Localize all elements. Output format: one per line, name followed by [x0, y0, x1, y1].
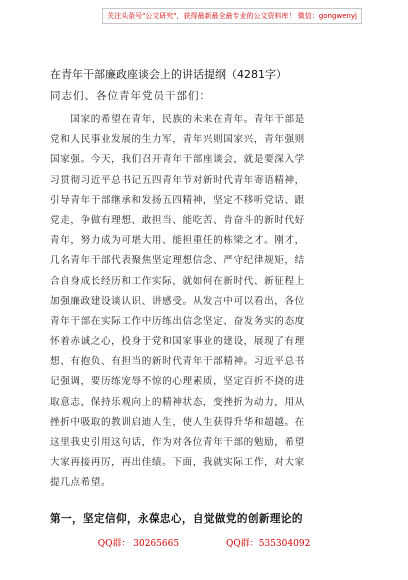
body-line: 国家强。今天，我们召开青年干部座谈会，就是要深入学	[50, 154, 305, 166]
body-line: 党走，争做有理想、敢担当、能吃苦、肯奋斗的新时代好	[50, 214, 305, 226]
body-line: 想、有抱负、有担当的新时代青年干部精神。习近平总书	[50, 356, 305, 368]
body-line: 挫折中吸取的教训启迪人生，使人生获得升华和超越。在	[50, 416, 305, 428]
body-line: 记强调，要历练宠辱不惊的心理素质，坚定百折不挠的进	[50, 376, 305, 388]
footer-qq-group-1: QQ群： 30265665	[97, 539, 180, 549]
body-line: 加强廉政建设谈认识、讲感受。从发言中可以看出，各位	[50, 295, 305, 307]
body-line: 引导青年干部继承和发扬五四精神，坚定不移听党话、跟	[50, 194, 305, 206]
body-line: 怀着赤诚之心，投身于党和国家事业的建设，展现了有理	[50, 336, 305, 348]
greeting-line: 同志们、各位青年党员干部们：	[50, 90, 211, 102]
body-line: 合自身成长经历和工作实际，就如何在新时代、新征程上	[50, 275, 305, 287]
body-line: 大家再接再厉，再出佳绩。下面，我就实际工作，对大家	[50, 457, 305, 469]
body-line: 青年，努力成为可堪大用、能担重任的栋梁之才。刚才，	[50, 235, 305, 247]
body-line: 习贯彻习近平总书记五四青年节对新时代青年寄语精神，	[50, 174, 305, 186]
body-line: 提几点希望。	[50, 477, 112, 489]
body-line: 这里我史引用这句话，作为对各位青年干部的勉励，希望	[50, 437, 305, 448]
page-title: 在青年干部廉政座谈会上的讲话提纲（4281字）	[50, 68, 287, 81]
body-text	[50, 110, 370, 494]
section-heading: 第一，坚定信仰，永葆忠心，自觉做党的创新理论的	[50, 513, 303, 525]
body-line: 青年干部在实际工作中历练出信念坚定、奋发务实的态度	[50, 315, 305, 327]
body-line: 国家的希望在青年，民族的未来在青年。青年干部是	[50, 114, 305, 125]
body-line: 党和人民事业发展的生力军，青年兴则国家兴，青年强则	[50, 134, 305, 146]
footer-qq-group-2: QQ群：535304092	[226, 539, 311, 549]
body-line: 取意志，保持乐观向上的精神状态，变挫折为动力，用从	[50, 396, 305, 408]
footer-contacts	[0, 536, 408, 549]
header-banner: 关注头条号"公文研究"，获得最新最全最专业的公文资料库！ 微信：gongwenyj	[102, 8, 362, 24]
body-line: 几名青年干部代表聚焦坚定理想信念、严守纪律规矩，结	[50, 255, 305, 267]
